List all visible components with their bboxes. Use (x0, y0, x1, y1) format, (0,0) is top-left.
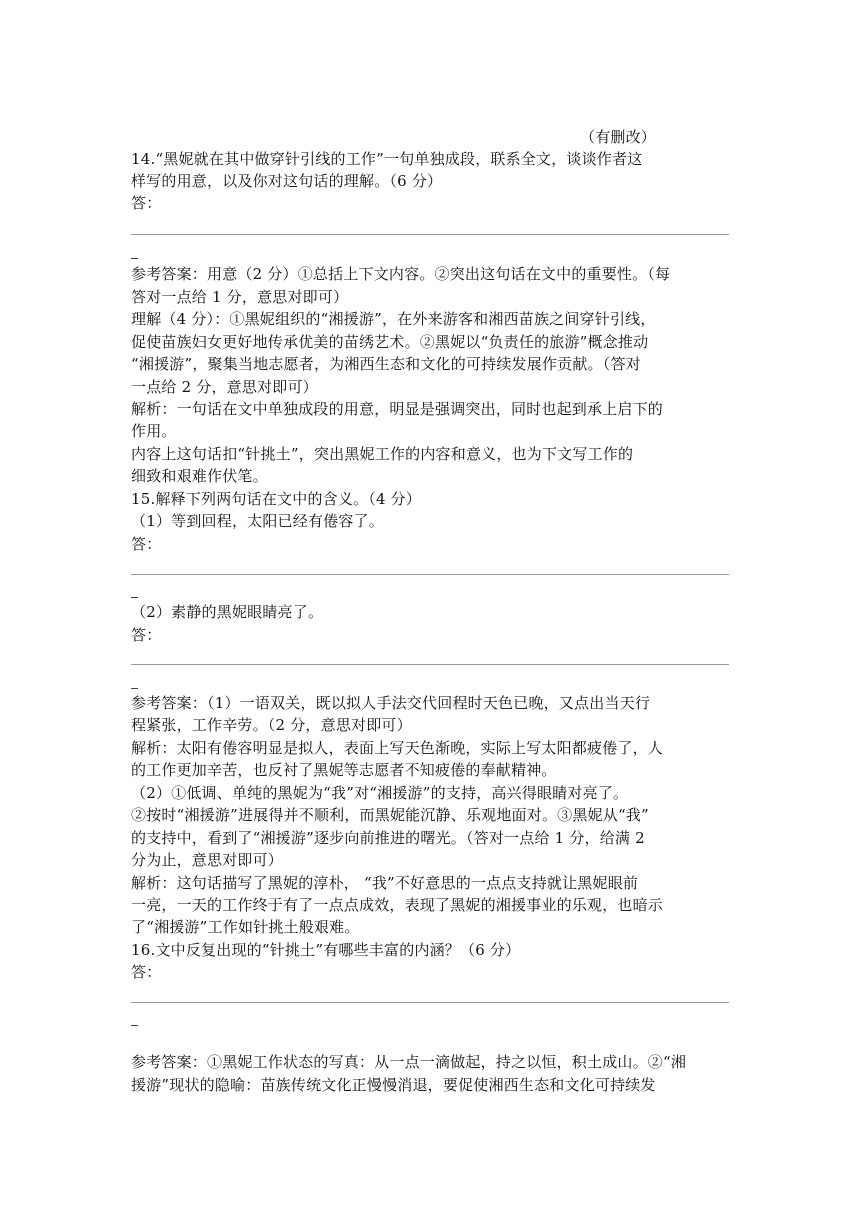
q15-reference-line-7: 的支持中，看到了“湘援游”逐步向前推进的曙光。（答对一点给 1 分，给满 2 (131, 829, 645, 847)
q14-analysis-line-3: 内容上这句话扣“针挑土”，突出黑妮工作的内容和意义，也为下文写工作的 (131, 445, 634, 463)
q15-analysis-line-2: 一亮，一天的工作终于有了一点点成效，表现了黑妮的湘援事业的乐观，也暗示 (131, 896, 664, 914)
q15-answer-line-2[interactable] (131, 664, 729, 665)
q16-reference-line-2: 援游”现状的隐喻：苗族传统文化正慢慢消退，要促使湘西生态和文化可持续发 (131, 1076, 656, 1094)
q14-reference-line-6: 一点给 2 分，意思对即可） (131, 378, 318, 396)
q15-reference-line-3: 解析：太阳有倦容明显是拟人，表面上写天色渐晚，实际上写太阳都疲倦了，人 (131, 739, 664, 757)
q15-reference-line-8: 分为止，意思对即可） (131, 851, 284, 869)
q15-reference-line-1: 参考答案：（1）一语双关，既以拟人手法交代回程时天色已晚，又点出当天行 (131, 694, 651, 712)
q15-reference-line-4: 的工作更加辛苦，也反衬了黑妮等志愿者不知疲倦的奉献精神。 (131, 761, 557, 779)
q14-reference-line-3: 理解（4 分）：①黑妮组织的“湘援游”，在外来游客和湘西苗族之间穿针引线， (131, 310, 656, 328)
q16-reference-line-1: 参考答案：①黑妮工作状态的写真：从一点一滴做起，持之以恒，积土成山。②“湘 (131, 1053, 687, 1071)
q15-item-2: （2）素静的黑妮眼睛亮了。 (131, 603, 324, 621)
q14-answer-line[interactable] (131, 234, 729, 235)
q14-answer-line-end (131, 258, 138, 259)
q15-answer-label-2: 答： (131, 626, 162, 644)
q15-question: 15.解释下列两句话在文中的含义。（4 分） (131, 490, 422, 508)
q14-analysis-line-2: 作用。 (131, 422, 177, 440)
q14-reference-line-4: 促使苗族妇女更好地传承优美的苗绣艺术。②黑妮以“负责任的旅游”概念推动 (131, 333, 649, 351)
q15-item-1: （1）等到回程，太阳已经有倦容了。 (131, 512, 384, 530)
q14-question-line-1: 14.“黑妮就在其中做穿针引线的工作”一句单独成段，联系全文，谈谈作者这 (131, 150, 643, 168)
q14-answer-label: 答： (131, 194, 162, 212)
q14-analysis-line-1: 解析：一句话在文中单独成段的用意，明显是强调突出，同时也起到承上启下的 (131, 400, 664, 418)
q15-analysis-line-1: 解析：这句话描写了黑妮的淳朴， “我”不好意思的一点点支持就让黑妮眼前 (131, 874, 639, 892)
q14-reference-line-5: “湘援游”，聚集当地志愿者，为湘西生态和文化的可持续发展作贡献。（答对 (131, 355, 641, 373)
q15-reference-line-6: ②按时“湘援游”进展得并不顺利，而黑妮能沉静、乐观地面对。③黑妮从“我” (131, 806, 649, 824)
q14-reference-line-2: 答对一点给 1 分，意思对即可） (131, 288, 349, 306)
q15-reference-line-5: （2）①低调、单纯的黑妮为“我”对“湘援游”的支持，高兴得眼睛对亮了。 (131, 784, 629, 802)
q15-answer-label-1: 答： (131, 535, 162, 553)
q14-question-line-2: 样写的用意，以及你对这句话的理解。（6 分） (131, 172, 443, 190)
q15-answer-line-1-end (131, 597, 138, 598)
q14-reference-line-1: 参考答案：用意（2 分）①总括上下文内容。②突出这句话在文中的重要性。（每 (131, 265, 671, 283)
q15-reference-line-2: 程紧张，工作辛劳。（2 分，意思对即可） (131, 716, 412, 734)
q16-answer-line-end (131, 1025, 138, 1026)
q15-answer-line-2-end (131, 688, 138, 689)
q15-analysis-line-3: 了“湘援游”工作如针挑土般艰难。 (131, 918, 360, 936)
q16-question: 16.文中反复出现的“针挑土”有哪些丰富的内涵？（6 分） (131, 941, 521, 959)
q16-answer-line[interactable] (131, 1002, 729, 1003)
q15-answer-line-1[interactable] (131, 574, 729, 575)
q14-analysis-line-4: 细致和艰难作伏笔。 (131, 467, 268, 485)
q16-answer-label: 答： (131, 963, 162, 981)
source-note: （有删改） (580, 128, 657, 146)
